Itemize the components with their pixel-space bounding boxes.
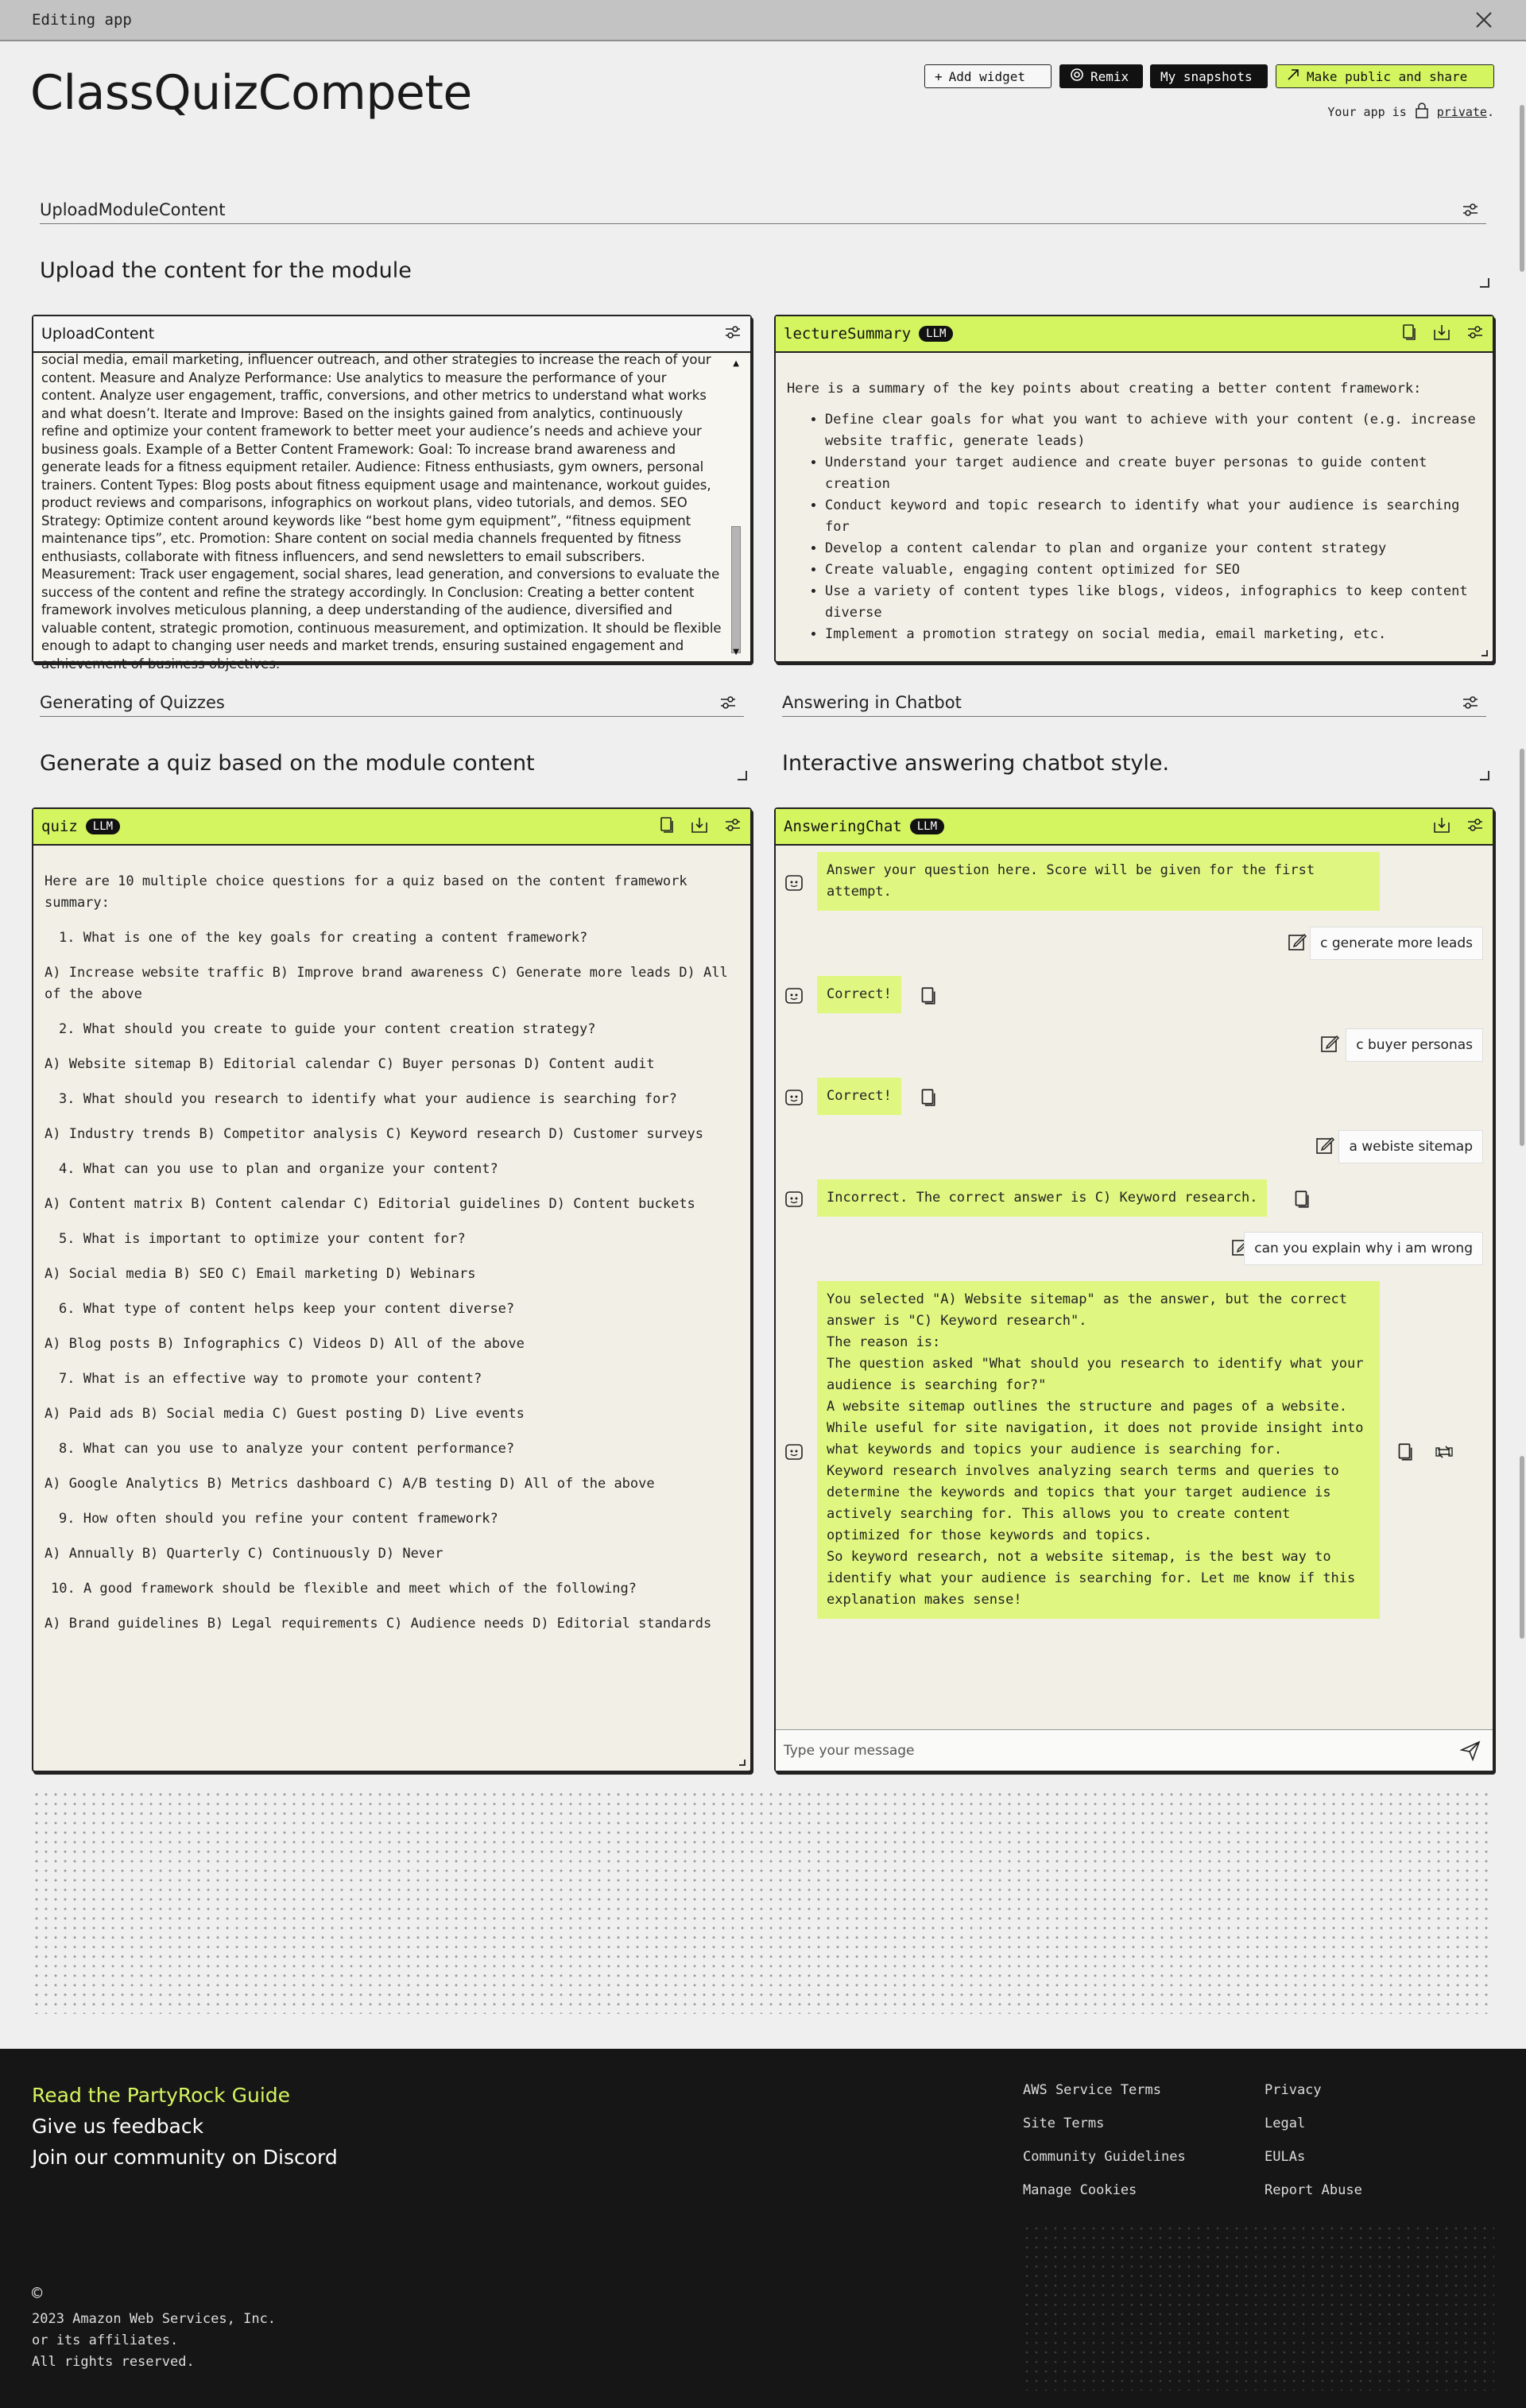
- edit-icon[interactable]: [1315, 1135, 1335, 1156]
- make-public-button[interactable]: [1276, 64, 1494, 88]
- resize-handle[interactable]: [739, 1760, 746, 1766]
- quiz-widget: [32, 807, 752, 1772]
- copyright-symbol: ©: [32, 2284, 43, 2304]
- bot-message: Answer your question here. Score will be given for the first attempt.: [817, 852, 1380, 911]
- bot-avatar-icon: [784, 1442, 804, 1462]
- privacy-link[interactable]: private: [1436, 105, 1487, 119]
- upload-content-text: social media, email marketing, influencer outreach, and other strategies to increase the reach of your content. Measure and Analyze Performance: Use analytics to measure the performance of your content. Analyze user engagement, traffic, conversions, and other metrics to understand what works and what doesn’t. Iterate and Improve: Based on the insights gained from analytics, continuously refine and optimize your content framework to better meet your audience’s needs and achieve your business goals. Example of a Better Content Framework: Goal: To increase brand awareness and generate leads for a fitness equipment retailer. Audience: Fitness enthusiasts, gym owners, personal trainers. Content Types: Blog posts about fitness equipment usage and maintenance, workout guides, product reviews and comparisons, infographics on workout plans, video tutorials, and demos. SEO Strategy: Optimize content around keywords like “best home gym equipment”, “fitness equipment maintenance tips”, etc. Promotion: Share content on social media channels frequented by fitness enthusiasts, collaborate with fitness influencers, and send newsletters to email subscribers. Measurement: Track user engagement, social shares, lead generation, and conversions to evaluate the success of the content and refine the strategy accordingly. In Conclusion: Creating a better content framework involves meticulous planning, a deep understanding of the audience, diversified and valuable content, strategic promotion, continuous measurement, and optimization. It should be flexible enough to adapt to changing user needs and market trends, ensuring sustained engagement and achievement of business objectives.: [41, 352, 722, 672]
- privacy-prefix: Your app is: [1327, 105, 1407, 119]
- feedback-link[interactable]: Give us feedback: [32, 2115, 204, 2138]
- discord-link[interactable]: Join our community on Discord: [32, 2146, 338, 2169]
- make-public-label: Make public and share: [1307, 68, 1468, 84]
- list-item: • Implement a promotion strategy on social media, email marketing, etc.: [825, 624, 1481, 645]
- llm-badge: LLM: [910, 819, 944, 834]
- upload-content-widget: [32, 315, 752, 672]
- save-icon[interactable]: [1432, 323, 1451, 345]
- close-icon[interactable]: [1474, 10, 1494, 30]
- scroll-down-icon[interactable]: ▼: [733, 648, 739, 656]
- llm-badge: LLM: [919, 326, 953, 342]
- bot-message: Incorrect. The correct answer is C) Keyword research.: [817, 1179, 1267, 1217]
- copyright-line: or its affiliates.: [32, 2333, 179, 2348]
- footer-link-eulas[interactable]: EULAs: [1265, 2149, 1306, 2165]
- lecture-summary-widget: [774, 315, 1494, 663]
- list-item: • Define clear goals for what you want to achieve with your content (e.g. increase website traffic, generate leads): [825, 409, 1481, 452]
- page-scrollbar[interactable]: [1515, 41, 1526, 2047]
- bot-avatar-icon: [784, 873, 804, 893]
- list-item: • Develop a content calendar to plan and organize your content strategy: [825, 538, 1481, 559]
- bot-message: You selected "A) Website sitemap" as the answer, but the correct answer is "C) Keyword research". The reason is: The question asked "What should you research to identify what your audience is searching for?" A website sitemap outlines the structure and pages of a website. While useful for site navigation, it does not provide insight into what keywords and topics your audience is searching for. Keyword research involves analyzing search terms and queries to determine the keywords and topics that your target audience is actively searching for. This allows you to create content optimized for those keywords and topics. So keyword research, not a website sitemap, is the best way to identify what your audience is searching for. Let me know if this explanation makes sense!: [817, 1281, 1380, 1619]
- section-upload-header: [40, 197, 1486, 224]
- section-quizzes-header: [40, 690, 744, 717]
- chat-message-input[interactable]: [784, 1740, 1435, 1762]
- user-message: a webiste sitemap: [1338, 1130, 1483, 1163]
- save-icon[interactable]: [690, 815, 709, 838]
- quiz-question: 7. What is an effective way to promote your content?: [59, 1371, 482, 1387]
- footer-link-aws-service-terms[interactable]: AWS Service Terms: [1023, 2082, 1161, 2098]
- share-arrow-icon: [1286, 68, 1300, 85]
- add-widget-label: Add widget: [948, 68, 1025, 84]
- quiz-options: A) Social media B) SEO C) Email marketing D) Webinars: [45, 1266, 476, 1282]
- answering-chat-title: AnsweringChat: [784, 818, 902, 835]
- quiz-question: 6. What type of content helps keep your content diverse?: [59, 1301, 515, 1317]
- scrollbar[interactable]: [731, 359, 741, 656]
- add-widget-button[interactable]: [924, 64, 1052, 88]
- answering-chat-header: [776, 809, 1493, 846]
- copy-icon[interactable]: [1394, 1442, 1415, 1462]
- copy-icon[interactable]: [656, 815, 676, 838]
- quiz-question: 5. What is important to optimize your content for?: [59, 1231, 466, 1247]
- llm-badge: LLM: [86, 819, 120, 834]
- quiz-question: 8. What can you use to analyze your content performance?: [59, 1441, 515, 1457]
- save-icon[interactable]: [1432, 815, 1451, 838]
- list-item: • Conduct keyword and topic research to identify what your audience is searching for: [825, 495, 1481, 538]
- quiz-options: A) Brand guidelines B) Legal requirements C) Audience needs D) Editorial standards: [45, 1616, 712, 1632]
- footer-dot-grid: [1022, 2224, 1494, 2391]
- copy-icon[interactable]: [917, 1087, 938, 1108]
- quiz-options: A) Paid ads B) Social media C) Guest posting D) Live events: [45, 1406, 525, 1422]
- answering-chat-widget: [774, 807, 1494, 1772]
- upload-content-header: [33, 316, 750, 353]
- bot-message: Correct!: [817, 976, 901, 1013]
- edit-icon[interactable]: [1287, 931, 1307, 952]
- quiz-options: A) Blog posts B) Infographics C) Videos D) All of the above: [45, 1336, 525, 1352]
- send-icon[interactable]: [1459, 1740, 1481, 1765]
- section-chatbot-header: [782, 690, 1486, 717]
- quiz-title: quiz: [41, 818, 78, 835]
- quiz-header: [33, 809, 750, 846]
- footer-link-report-abuse[interactable]: Report Abuse: [1265, 2182, 1362, 2198]
- lock-icon: [1415, 103, 1429, 122]
- copy-icon[interactable]: [917, 985, 938, 1006]
- bot-message: Correct!: [817, 1078, 901, 1115]
- quiz-question: 1. What is one of the key goals for creating a content framework?: [59, 930, 588, 946]
- lecture-summary-title: lectureSummary: [784, 325, 912, 343]
- settings-sliders-icon[interactable]: [1466, 815, 1485, 838]
- bot-avatar-icon: [784, 985, 804, 1006]
- quiz-question: 3. What should you research to identify what your audience is searching for?: [59, 1091, 677, 1107]
- footer-link-site-terms[interactable]: Site Terms: [1023, 2116, 1105, 2131]
- quiz-question: 2. What should you create to guide your content creation strategy?: [59, 1021, 596, 1037]
- resize-handle[interactable]: [1480, 278, 1489, 288]
- list-item: • Use a variety of content types like blogs, videos, infographics to keep content diverse: [825, 581, 1481, 624]
- user-message: c buyer personas: [1346, 1028, 1483, 1062]
- section-quizzes-title: Generating of Quizzes: [40, 693, 225, 712]
- copy-icon[interactable]: [1399, 323, 1418, 345]
- quiz-options: A) Increase website traffic B) Improve brand awareness C) Generate more leads D) All of the above: [45, 965, 728, 1002]
- summary-intro: Here is a summary of the key points about creating a better content framework:: [787, 381, 1422, 397]
- list-item: • Create valuable, engaging content optimized for SEO: [825, 559, 1481, 581]
- app-title: ClassQuizCompete: [30, 65, 472, 121]
- settings-sliders-icon[interactable]: [1466, 323, 1485, 345]
- settings-sliders-icon[interactable]: [1461, 693, 1480, 712]
- editing-bar-title: Editing app: [32, 11, 132, 29]
- quiz-options: A) Google Analytics B) Metrics dashboard C) A/B testing D) All of the above: [45, 1476, 655, 1492]
- quiz-intro: Here are 10 multiple choice questions for a quiz based on the content framework summary:: [45, 873, 687, 911]
- scrollbar-thumb[interactable]: [1520, 105, 1524, 272]
- scrollbar-thumb[interactable]: [1520, 749, 1524, 1146]
- scrollbar-thumb[interactable]: [1520, 1456, 1524, 1639]
- copy-icon[interactable]: [1291, 1189, 1311, 1210]
- settings-sliders-icon[interactable]: [723, 323, 742, 345]
- my-snapshots-button[interactable]: [1150, 64, 1268, 88]
- chat-messages: [776, 847, 1493, 1771]
- section-upload-title: UploadModuleContent: [40, 200, 226, 219]
- quiz-options: A) Industry trends B) Competitor analysis C) Keyword research D) Customer surveys: [45, 1126, 704, 1142]
- footer: [0, 2049, 1526, 2408]
- canvas-dot-grid: [32, 1790, 1494, 2014]
- plus-icon: +: [935, 68, 943, 84]
- footer-link-manage-cookies[interactable]: Manage Cookies: [1023, 2182, 1137, 2198]
- bot-avatar-icon: [784, 1087, 804, 1108]
- resize-handle[interactable]: [1481, 650, 1488, 656]
- section-upload-description: Upload the content for the module: [40, 258, 412, 283]
- user-message: c generate more leads: [1310, 927, 1483, 960]
- edit-icon[interactable]: [1319, 1033, 1340, 1054]
- copyright-line: 2023 Amazon Web Services, Inc.: [32, 2311, 277, 2327]
- regenerate-icon[interactable]: [1434, 1442, 1454, 1462]
- copyright-line: All rights reserved.: [32, 2354, 195, 2370]
- quiz-options: A) Annually B) Quarterly C) Continuously D) Never: [45, 1546, 443, 1562]
- lecture-summary-body: [776, 354, 1493, 661]
- section-chatbot-description: Interactive answering chatbot style.: [782, 751, 1170, 776]
- summary-list: [787, 409, 1481, 645]
- footer-link-legal[interactable]: Legal: [1265, 2116, 1306, 2131]
- quiz-options: A) Website sitemap B) Editorial calendar C) Buyer personas D) Content audit: [45, 1056, 655, 1072]
- privacy-suffix: .: [1486, 105, 1494, 119]
- list-item: • Understand your target audience and create buyer personas to guide content creation: [825, 452, 1481, 495]
- chat-input-bar: [776, 1729, 1493, 1771]
- quiz-options: A) Content matrix B) Content calendar C) Editorial guidelines D) Content buckets: [45, 1196, 695, 1212]
- lecture-summary-header: [776, 316, 1493, 353]
- settings-sliders-icon[interactable]: [723, 815, 742, 838]
- section-chatbot-title: Answering in Chatbot: [782, 693, 962, 712]
- settings-sliders-icon[interactable]: [718, 693, 738, 712]
- scrollbar-thumb[interactable]: [731, 526, 741, 653]
- quiz-question: 4. What can you use to plan and organize your content?: [59, 1161, 498, 1177]
- upload-content-textarea[interactable]: [33, 352, 750, 672]
- remix-button[interactable]: [1059, 64, 1143, 88]
- resize-handle[interactable]: [1480, 771, 1489, 780]
- quiz-question: 10. A good framework should be flexible and meet which of the following?: [51, 1581, 637, 1597]
- remix-label: Remix: [1090, 68, 1129, 84]
- partyrock-guide-link[interactable]: Read the PartyRock Guide: [32, 2084, 291, 2107]
- footer-link-privacy[interactable]: Privacy: [1265, 2082, 1322, 2098]
- scroll-up-icon[interactable]: ▲: [733, 359, 739, 368]
- settings-sliders-icon[interactable]: [1461, 200, 1480, 219]
- bot-avatar-icon: [784, 1189, 804, 1210]
- remix-icon: [1070, 68, 1084, 85]
- upload-content-title: UploadContent: [41, 325, 155, 343]
- user-message: can you explain why i am wrong: [1244, 1232, 1483, 1265]
- editing-bar: [0, 0, 1526, 41]
- section-quizzes-description: Generate a quiz based on the module content: [40, 751, 535, 776]
- quiz-question: 9. How often should you refine your content framework?: [59, 1511, 498, 1527]
- footer-link-community-guidelines[interactable]: Community Guidelines: [1023, 2149, 1186, 2165]
- privacy-status: [1327, 103, 1494, 122]
- quiz-body: [33, 847, 750, 1771]
- my-snapshots-label: My snapshots: [1160, 68, 1253, 84]
- resize-handle[interactable]: [738, 771, 747, 780]
